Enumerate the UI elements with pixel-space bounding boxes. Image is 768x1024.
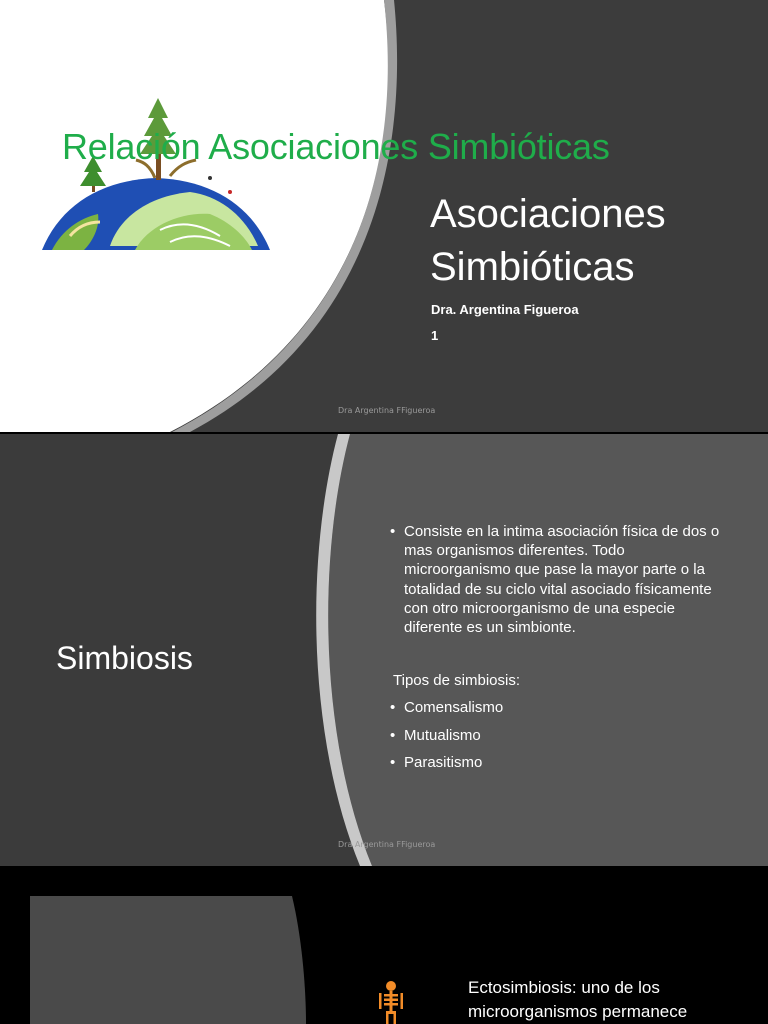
title-slide (0, 0, 768, 432)
slide-title-line2: Simbióticas (430, 245, 635, 289)
slide-title (430, 188, 666, 294)
earth-trees-illustration (40, 96, 272, 252)
slide-footer: Dra Argentina FFigueroa (338, 406, 436, 415)
slide-title-line1: Asociaciones (430, 192, 666, 236)
author-subtitle: Dra. Argentina Figueroa (431, 302, 579, 317)
list-item: • Parasitismo (390, 753, 735, 772)
overlay-title: Relación Asociaciones Simbióticas (62, 126, 610, 167)
list-item: • Comensalismo (390, 698, 735, 717)
types-label: Tipos de simbiosis: (393, 672, 520, 690)
list-item: • Mutualismo (390, 726, 735, 745)
slide-footer: Dra Argentina FFigueroa (338, 840, 436, 849)
ectosimbiosis-slide (0, 868, 768, 1024)
ectosimbiosis-text: Ectosimbiosis: uno de los microorganismos permanece (468, 978, 688, 1021)
slide-body (390, 522, 735, 772)
definition-bullet: • Consiste en la intima asociación física de dos o mas organismos diferentes. Todo microorganismo que pase la mayor parte o la totalidad de su ciclo vital asociado físicamente con otro microorganismo de una especie diferente es un simbionte. (390, 522, 735, 637)
slide-number: 1 (431, 328, 439, 343)
skeleton-icon (376, 980, 406, 1024)
simbiosis-slide (0, 434, 768, 866)
slide-heading: Simbiosis (56, 640, 193, 676)
